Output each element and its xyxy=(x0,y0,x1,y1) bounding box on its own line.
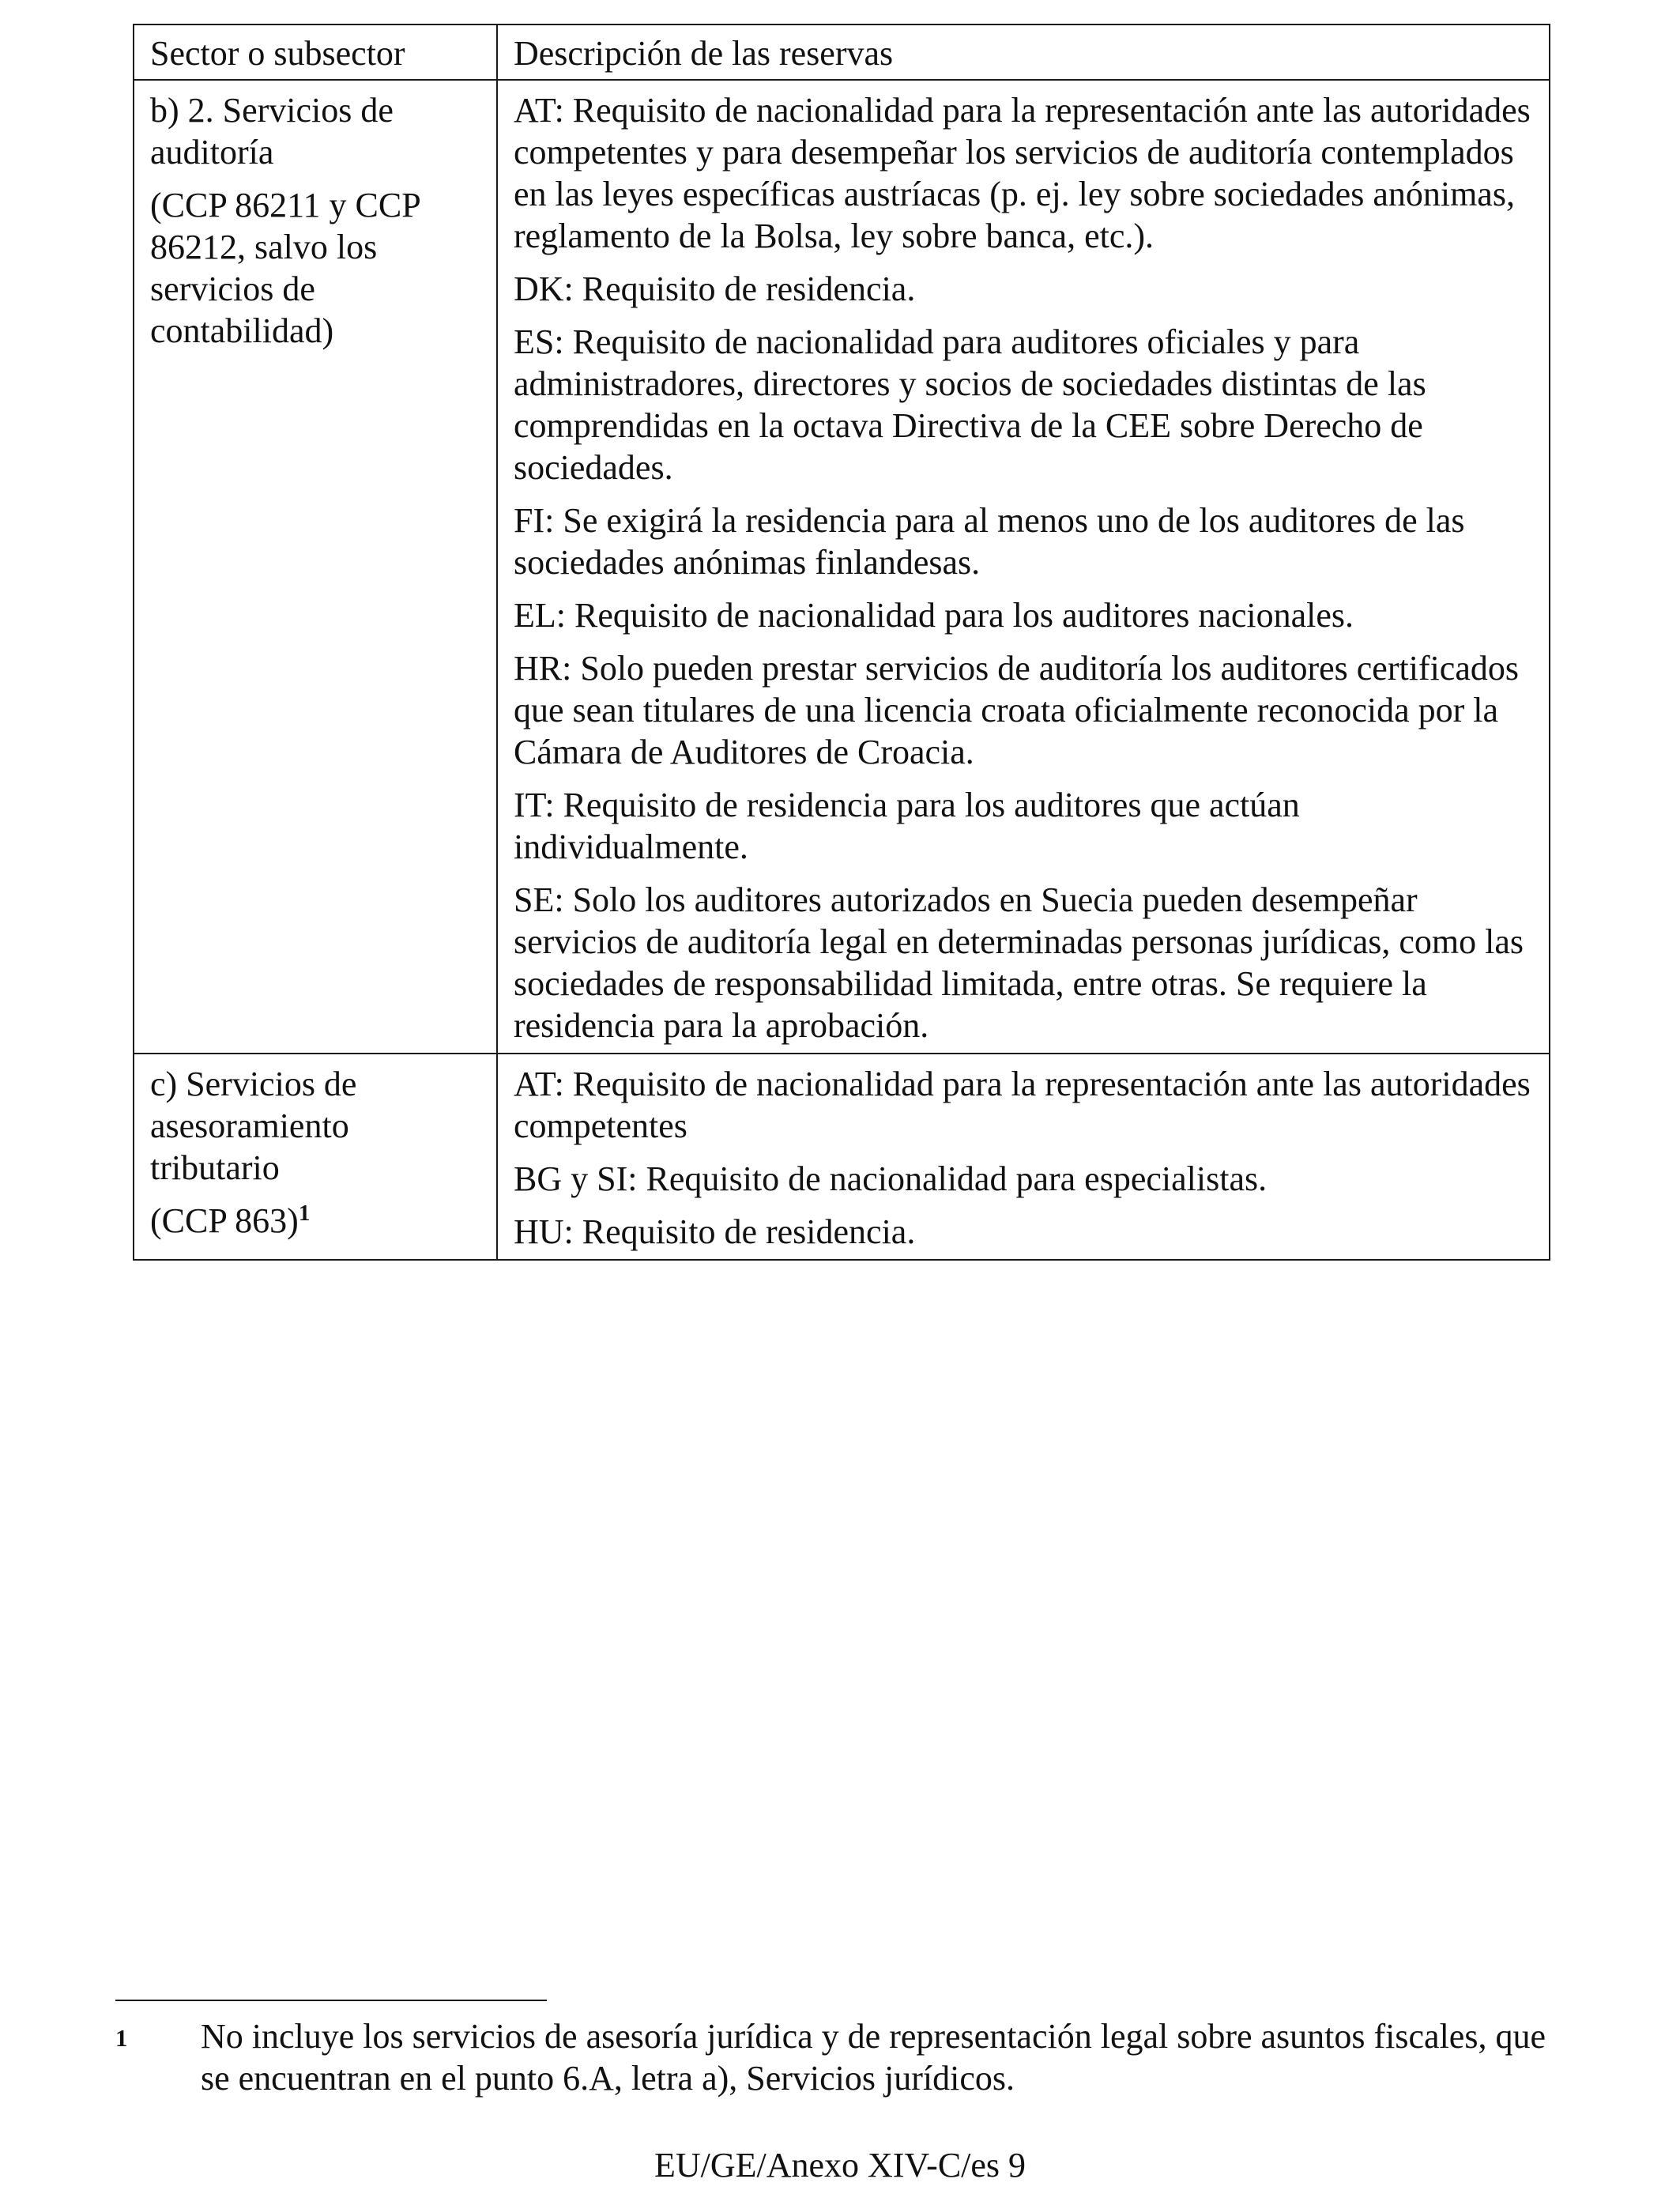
footnote-number: 1 xyxy=(115,2024,128,2052)
reservation-hr: HR: Solo pueden prestar servicios de auditoría los auditores certificados que sean titulares de una licencia croata oficialmente reconocida por la Cámara de Auditores de Croacia. xyxy=(514,649,1519,771)
page-reference: EU/GE/Anexo XIV-C/es 9 xyxy=(654,2146,1026,2185)
sector-name: c) Servicios de asesoramiento tributario xyxy=(150,1065,357,1187)
table-header-row xyxy=(134,25,1550,80)
reservations-cell xyxy=(497,80,1550,1054)
reservation-hu: HU: Requisito de residencia. xyxy=(514,1212,916,1251)
reservation-se: SE: Solo los auditores autorizados en Suecia pueden desempeñar servicios de auditoría legal en determinadas personas jurídicas, como las sociedades de responsabilidad limitada, entre otras. Se requiere la residencia para la aprobación. xyxy=(514,880,1524,1045)
reservation-dk: DK: Requisito de residencia. xyxy=(514,270,916,308)
footnote-separator xyxy=(115,2000,547,2001)
header-sector: Sector o subsector xyxy=(134,25,497,80)
footnote-reference[interactable]: 1 xyxy=(298,1201,311,1226)
reservation-bg-si: BG y SI: Requisito de nacionalidad para especialistas. xyxy=(514,1159,1268,1198)
footnote-text: No incluye los servicios de asesoría jurídica y de representación legal sobre asuntos fiscales, que se encuentran en el punto 6.A, letra a), Servicios jurídicos. xyxy=(201,2017,1546,2098)
sector-cell xyxy=(134,1054,497,1260)
reservation-at: AT: Requisito de nacionalidad para la representación ante las autoridades competentes y para desempeñar los servicios de auditoría contemplados en las leyes específicas austríacas (p. ej. ley sobre sociedades anónimas, reglamento de la Bolsa, ley sobre banca, etc.). xyxy=(514,91,1531,255)
sector-classification-text: (CCP 863) xyxy=(150,1201,299,1240)
reservation-it: IT: Requisito de residencia para los auditores que actúan individualmente. xyxy=(514,786,1300,866)
reservation-fi: FI: Se exigirá la residencia para al menos uno de los auditores de las sociedades anónimas finlandesas. xyxy=(514,501,1465,582)
header-description: Descripción de las reservas xyxy=(497,25,1550,80)
reservation-es: ES: Requisito de nacionalidad para auditores oficiales y para administradores, directores y socios de sociedades distintas de las comprendidas en la octava Directiva de la CEE sobre Derecho de sociedades. xyxy=(514,322,1426,487)
table-row xyxy=(134,1054,1550,1260)
sector-cell xyxy=(134,80,497,1054)
reservation-at: AT: Requisito de nacionalidad para la representación ante las autoridades competentes xyxy=(514,1065,1531,1145)
table-row xyxy=(134,80,1550,1054)
reservation-el: EL: Requisito de nacionalidad para los auditores nacionales. xyxy=(514,596,1354,635)
footnote xyxy=(115,2015,1561,2099)
reservations-cell xyxy=(497,1054,1550,1260)
sector-classification xyxy=(150,1200,480,1242)
sector-classification: (CCP 86211 y CCP 86212, salvo los servicios de contabilidad) xyxy=(150,186,420,350)
sector-name: b) 2. Servicios de auditoría xyxy=(150,91,394,172)
reservations-table xyxy=(133,24,1550,1261)
